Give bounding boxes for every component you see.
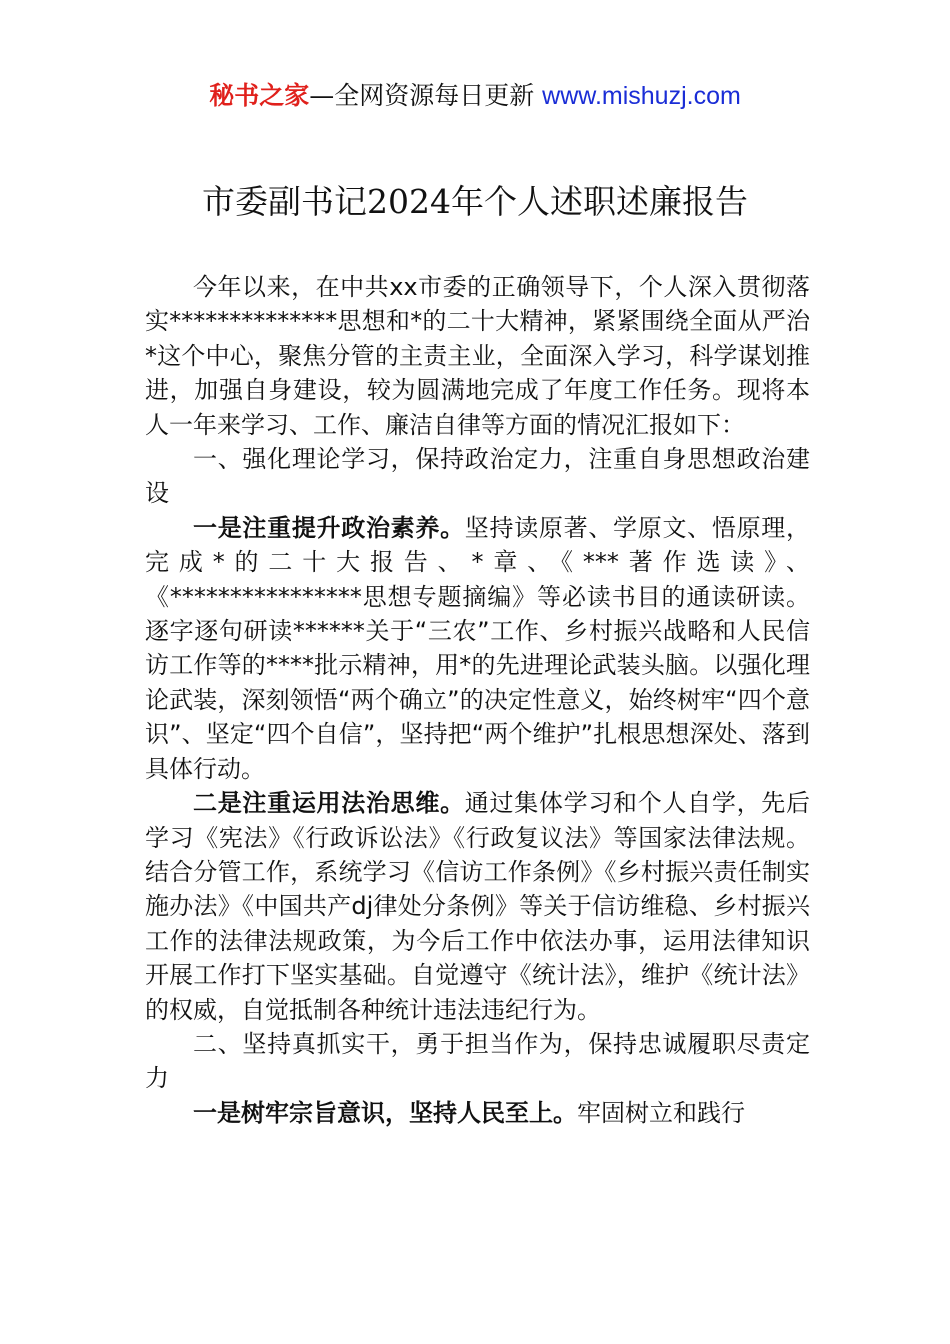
paragraph-lead: 二是注重运用法治思维。 (193, 789, 465, 818)
section-heading-2 (145, 1027, 810, 1096)
paragraph-lead: 一是注重提升政治素养。 (193, 513, 465, 542)
paragraph-text: 牢固树立和践行 (577, 1098, 745, 1127)
site-brand: 秘书之家 (209, 81, 310, 110)
paragraph-political-literacy (145, 511, 810, 786)
document-title: 市委副书记2024年个人述职述廉报告 (202, 182, 748, 221)
paragraph-text: 一、强化理论学习，保持政治定力，注重自身思想政治建设 (145, 445, 810, 508)
paragraph-rule-of-law (145, 786, 810, 1027)
site-url-link[interactable]: www.mishuzj.com (542, 82, 741, 110)
paragraph-lead: 一是树牢宗旨意识，坚持人民至上。 (193, 1098, 577, 1127)
document-body (145, 270, 810, 1130)
paragraph-intro (145, 270, 810, 442)
site-tagline: —全网资源每日更新 (309, 81, 543, 110)
site-header (0, 78, 950, 114)
paragraph-people-first (145, 1096, 810, 1130)
paragraph-text: 坚持读原著、学原文、悟原理，完成*的二十大报告、*章、《***著作选读》、《****************思想专题摘编》等必读书目的通读研读。逐字逐句研读******关于“三农”工作、乡村振兴战略和人民信访工作等的****批示精神，用*的先进理论武装头脑。以强化理论武装，深刻领悟“两个确立”的决定性意义，始终树牢“四个意识”、坚定“四个自信”，坚持把“两个维护”扎根思想深处、落到具体行动。 (145, 513, 811, 783)
section-heading-1 (145, 442, 810, 511)
paragraph-text: 通过集体学习和个人自学，先后学习《宪法》《行政诉讼法》《行政复议法》等国家法律法规。结合分管工作，系统学习《信访工作条例》《乡村振兴责任制实施办法》《中国共产dj律处分条例》等关于信访维稳、乡村振兴工作的法律法规政策，为今后工作中依法办事，运用法律知识开展工作打下坚实基础。自觉遵守《统计法》，维护《统计法》的权威，自觉抵制各种统计违法违纪行为。 (145, 789, 811, 1024)
paragraph-text: 今年以来，在中共xx市委的正确领导下，个人深入贯彻落实**************思想和*的二十大精神，紧紧围绕全面从严治*这个中心，聚焦分管的主责主业，全面深入学习，科学谋划推进，加强自身建设，较为圆满地完成了年度工作任务。现将本人一年来学习、工作、廉洁自律等方面的情况汇报如下： (145, 273, 810, 439)
paragraph-text: 二、坚持真抓实干，勇于担当作为，保持忠诚履职尽责定力 (145, 1029, 810, 1093)
